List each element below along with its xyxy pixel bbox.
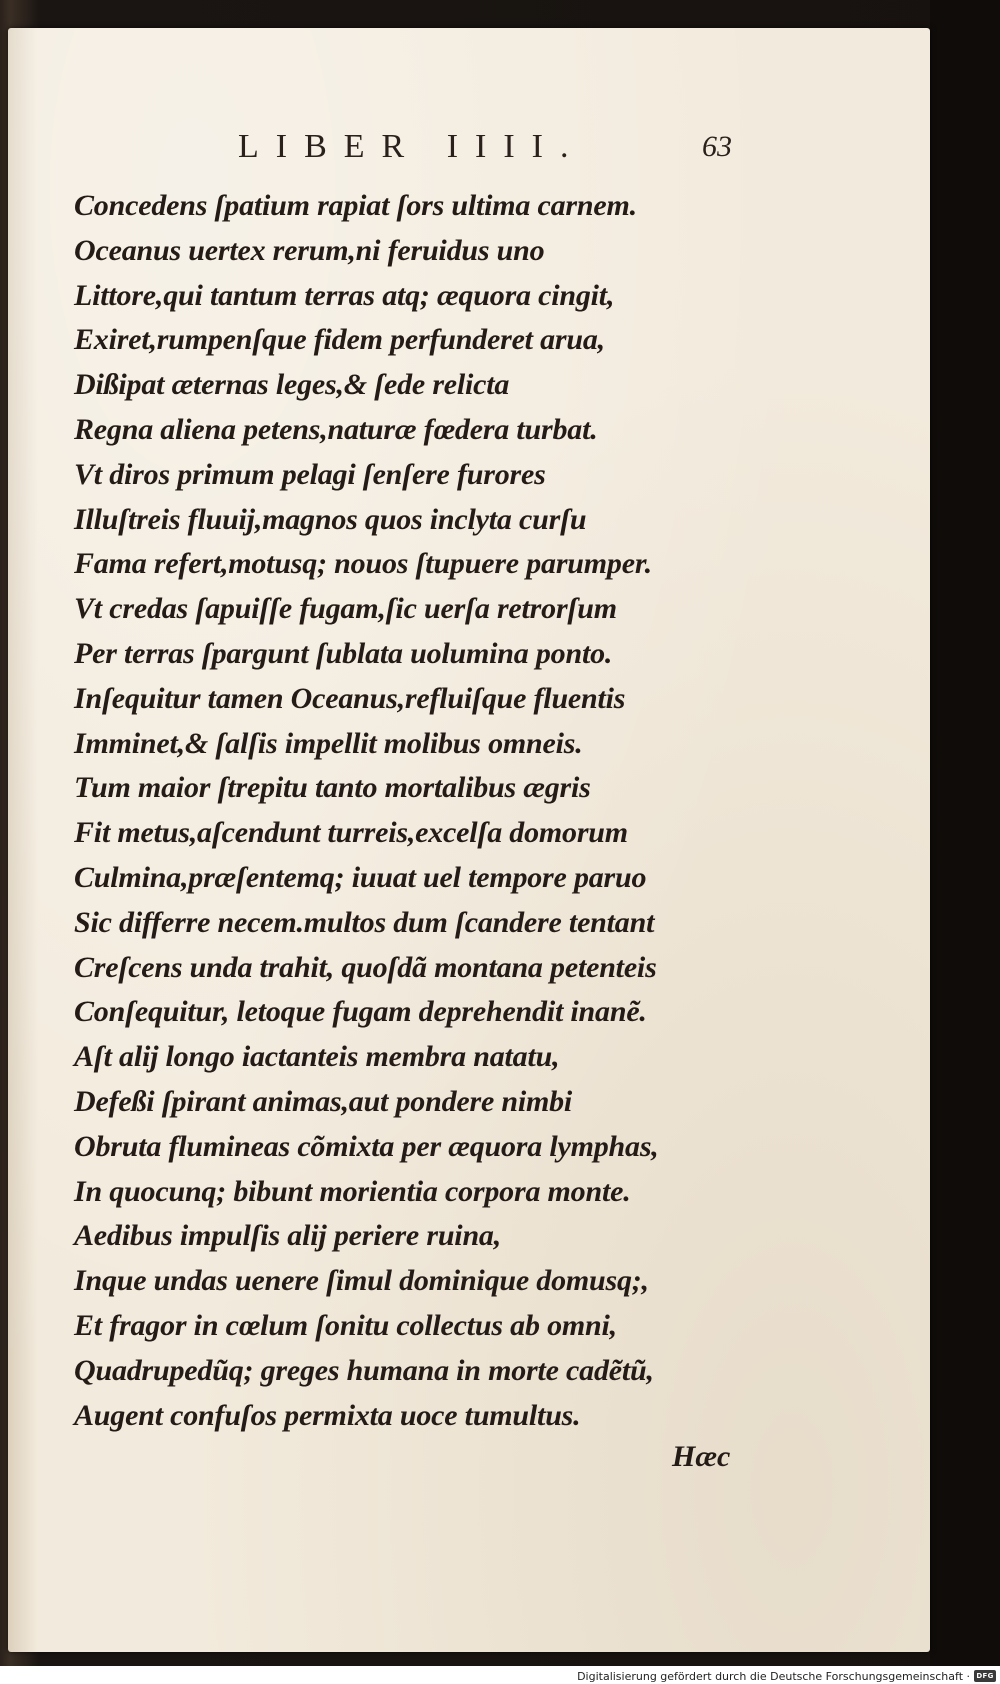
verse-line: Obruta flumineas cõmixta per æquora lymphas,	[74, 1129, 659, 1163]
verse-line: Et fragor in cœlum ſonitu collectus ab omni,	[74, 1308, 617, 1342]
scan-background-right	[930, 0, 1000, 1684]
verse-line: Vt credas ſapuiſſe fugam,ſic uerſa retrorſum	[74, 592, 617, 626]
page-number: 63	[702, 130, 732, 163]
credit-footer	[0, 1666, 1000, 1684]
verse-line: Defeßi ſpirant animas,aut pondere nimbi	[74, 1084, 573, 1118]
verse-line: Littore,qui tantum terras atq; æquora cingit,	[74, 278, 615, 312]
verse-line: Imminet,& ſalſis impellit molibus omneis.	[74, 726, 583, 760]
verse-line: Inque undas uenere ſimul dominique domusq;,	[74, 1264, 649, 1298]
verse-line: Fama refert,motusq; nouos ſtupuere parumper.	[74, 547, 652, 581]
verse-line: Concedens ſpatium rapiat ſors ultima carnem.	[74, 189, 637, 222]
verse-line: Quadrupedũq; greges humana in morte cadẽtũ,	[74, 1353, 654, 1387]
verse-line: Conſequitur, letoque fugam deprehendit inanẽ.	[74, 995, 647, 1029]
verse-line: Aſt alij longo iactanteis membra natatu,	[74, 1040, 560, 1074]
verse-line: Augent confuſos permixta uoce tumultus.	[74, 1398, 581, 1432]
verse-line: Regna aliena petens,naturæ fœdera turbat.	[74, 412, 598, 446]
verse-line: In quocunq; bibunt morientia corpora monte.	[74, 1174, 631, 1208]
verse-list	[74, 184, 774, 1438]
verse-line: Vt diros primum pelagi ſenſere furores	[74, 457, 546, 491]
verse-line: Creſcens unda trahit, quoſdã montana petenteis	[74, 950, 657, 984]
verse-line: Sic differre necem.multos dum ſcandere tentant	[74, 905, 655, 939]
verse-line: Per terras ſpargunt ſublata uolumina ponto.	[74, 636, 613, 670]
verse-line: Dißipat æternas leges,& ſede relicta	[74, 368, 510, 402]
book-page	[8, 28, 930, 1652]
verse-line: Oceanus uertex rerum,ni feruidus uno	[74, 233, 545, 267]
running-head: LIBER IIII.	[238, 128, 586, 165]
verse-line: Illuſtreis fluuij,magnos quos inclyta curſu	[74, 502, 587, 536]
verse-line: Inſequitur tamen Oceanus,refluiſque fluentis	[74, 681, 626, 715]
dfg-logo-icon	[974, 1670, 996, 1682]
verse-line: Tum maior ſtrepitu tanto mortalibus ægris	[74, 771, 591, 805]
verse-line: Culmina,præſentemq; iuuat uel tempore paruo	[74, 860, 647, 894]
verse-line: Exiret,rumpenſque fidem perfunderet arua,	[74, 323, 605, 357]
verse-line: Aedibus impulſis alij periere ruina,	[74, 1219, 502, 1253]
catchword: Hæc	[672, 1440, 731, 1473]
dfg-logo-text: DFG	[976, 1672, 994, 1680]
verse-line: Fit metus,aſcendunt turreis,excelſa domorum	[74, 816, 628, 850]
funding-credit: Digitalisierung gefördert durch die Deutsche Forschungsgemeinschaft ·	[577, 1670, 970, 1683]
